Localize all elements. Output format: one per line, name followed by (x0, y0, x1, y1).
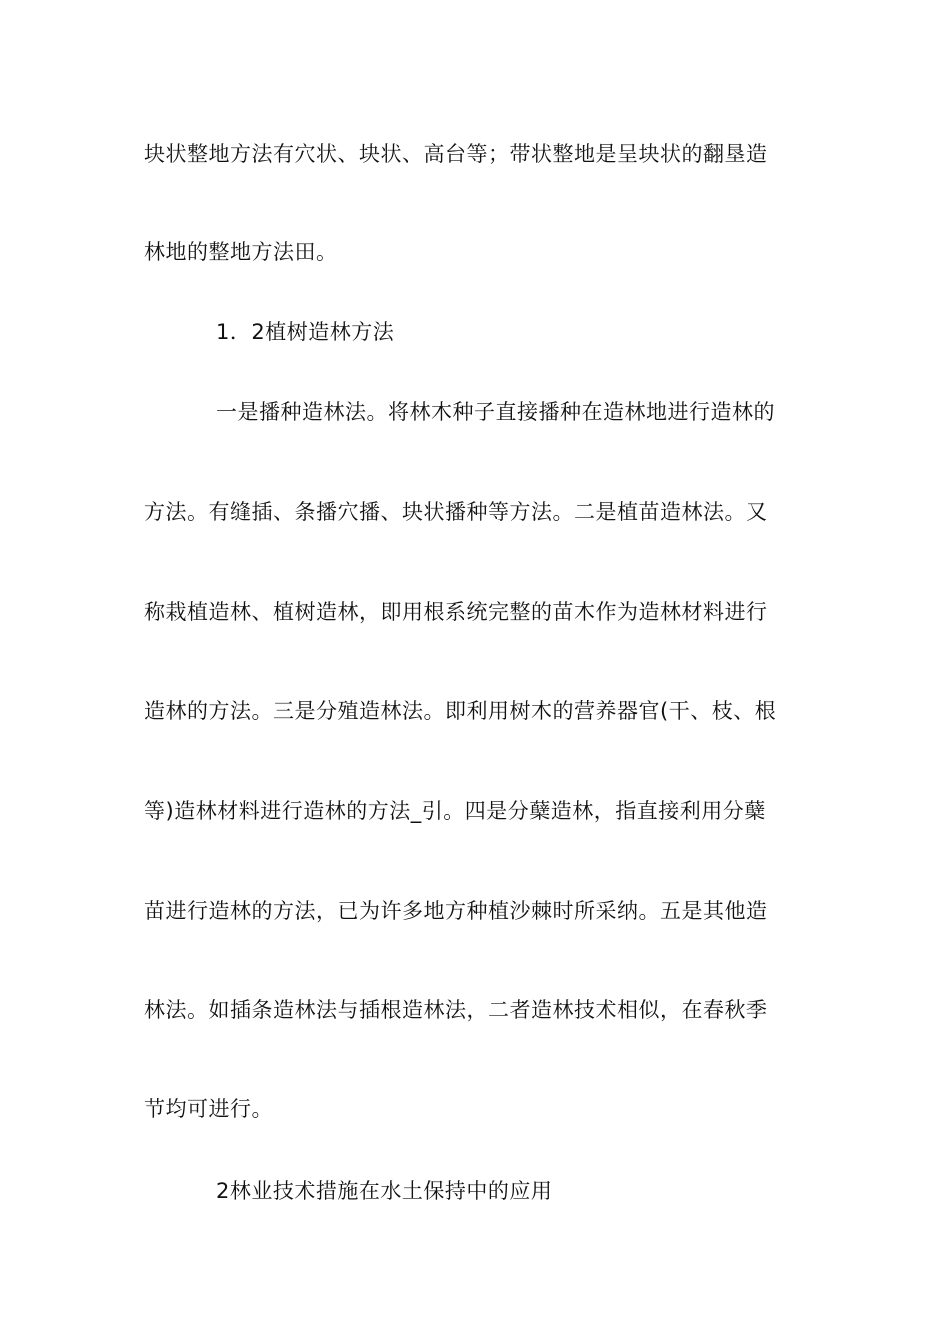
text-line-10: 节均可进行。 (144, 1097, 273, 1121)
text-line-9: 林法。如插条造林法与插根造林法，二者造林技术相似，在春秋季 (144, 998, 768, 1022)
text-line-7: 等)造林材料进行造林的方法_引。四是分蘖造林，指直接利用分蘖 (144, 799, 766, 823)
text-line-3: 一是播种造林法。将林木种子直接播种在造林地进行造林的 (216, 400, 775, 424)
text-line-4: 方法。有缝插、条播穴播、块状播种等方法。二是植苗造林法。又 (144, 500, 768, 524)
section-heading-2: 2林业技术措施在水土保持中的应用 (216, 1179, 553, 1203)
text-line-2: 林地的整地方法田。 (144, 240, 338, 264)
text-line-1: 块状整地方法有穴状、块状、高台等；带状整地是呈块状的翻垦造 (144, 142, 768, 166)
section-heading-1-2: 1．2植树造林方法 (216, 320, 395, 344)
text-line-5: 称栽植造林、植树造林，即用根系统完整的苗木作为造林材料进行 (144, 600, 768, 624)
text-line-6: 造林的方法。三是分殖造林法。即利用树木的营养器官(干、枝、根 (144, 699, 777, 723)
text-line-8: 苗进行造林的方法，已为许多地方种植沙棘时所采纳。五是其他造 (144, 899, 768, 923)
